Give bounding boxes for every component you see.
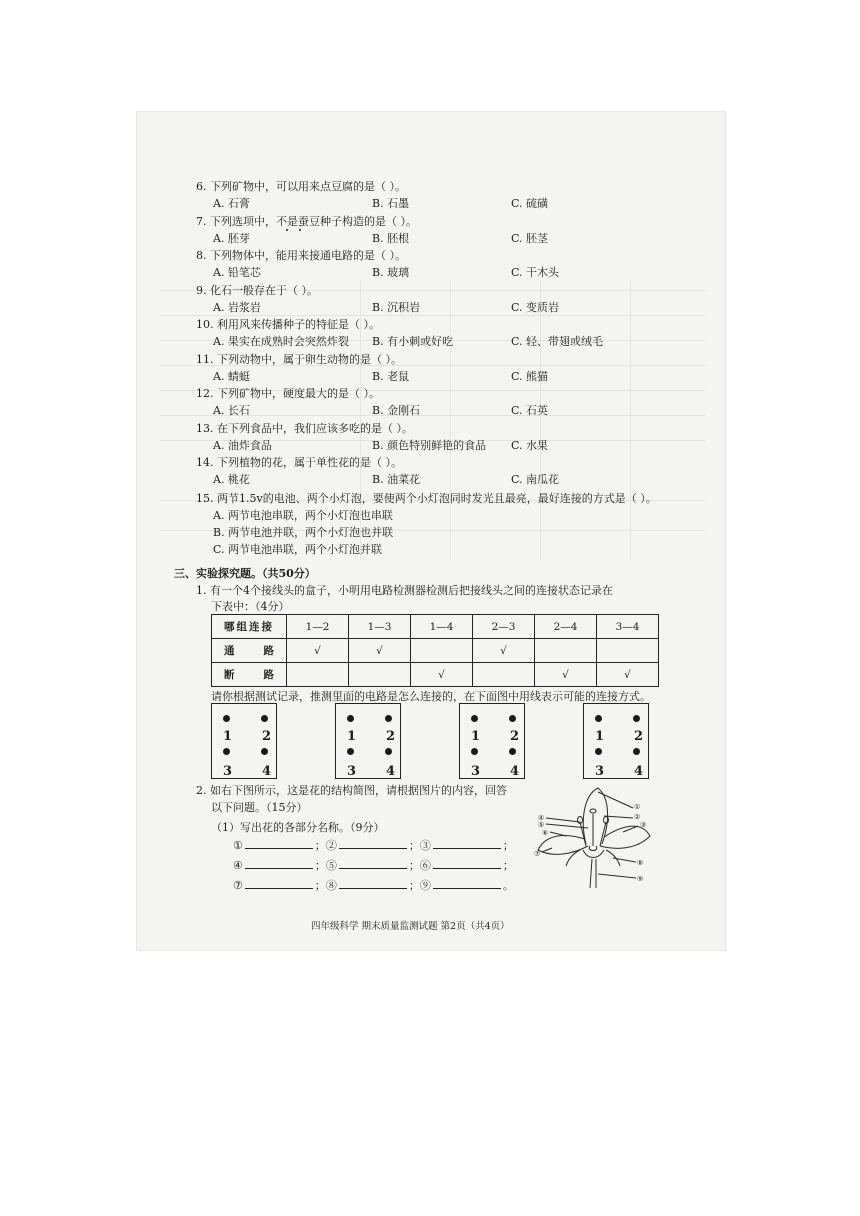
question-option: C. 熊猫 xyxy=(511,369,549,383)
blank-row xyxy=(233,838,514,853)
blank-marker: ；③ xyxy=(408,839,431,852)
flower-label: ⑨ xyxy=(637,875,644,883)
blank-marker: ⑦ xyxy=(233,879,243,892)
question-option: A. 铅笔芯 xyxy=(213,266,261,279)
table-cell: √ xyxy=(473,639,535,663)
terminal-label: 4 xyxy=(510,764,520,779)
question-stem: 12. 下列矿物中，硬度最大的是（ ）。 xyxy=(196,387,380,400)
blank-row xyxy=(233,878,514,893)
terminal-label: 4 xyxy=(386,764,396,779)
question-option: A. 桃花 xyxy=(213,473,250,486)
table-cell: √ xyxy=(597,663,659,687)
row-label-disconnected xyxy=(212,663,287,687)
terminal-dot[interactable] xyxy=(385,748,392,755)
flower-label: ⑤ xyxy=(538,821,545,829)
blank-marker: ； xyxy=(502,839,514,852)
question-option: B. 有小刺或好吃 xyxy=(372,335,454,348)
blank-marker: ；⑤ xyxy=(314,859,337,872)
flower-label: ② xyxy=(634,813,641,821)
row-label-char: 路 xyxy=(263,669,274,681)
question-stem: 6. 下列矿物中，可以用来点豆腐的是（ ）。 xyxy=(196,180,406,193)
circuit-test-table xyxy=(211,614,659,687)
question-option: B. 老鼠 xyxy=(372,369,410,383)
terminal-box[interactable] xyxy=(583,703,649,779)
blank-marker: ④ xyxy=(233,859,243,872)
emphasis-dot xyxy=(286,229,288,231)
table-cell xyxy=(411,639,473,663)
terminal-dot[interactable] xyxy=(471,748,478,755)
terminal-label: 3 xyxy=(471,764,481,779)
question-stem: 13. 在下列食品中，我们应该多吃的是（ ）。 xyxy=(196,421,413,435)
terminal-label: 1 xyxy=(595,729,605,744)
flower-label: ⑦ xyxy=(534,850,541,858)
terminal-dot[interactable] xyxy=(347,748,354,755)
answer-blank[interactable] xyxy=(433,838,501,849)
table-row-connected xyxy=(212,639,659,663)
blank-row xyxy=(233,858,514,873)
terminal-label: 1 xyxy=(347,729,357,744)
terminal-label: 2 xyxy=(262,729,272,744)
question-stem: 9. 化石一般存在于（ ）。 xyxy=(196,283,318,297)
question-option: B. 油菜花 xyxy=(372,473,421,486)
question-stem: 11. 下列动物中，属于卵生动物的是（ ）。 xyxy=(196,352,402,366)
experiment-1-prompt: 1. 有一个4个接线头的盒子，小明用电路检测器检测后把接线头之间的连接状态记录在 xyxy=(196,584,613,597)
answer-blank[interactable] xyxy=(245,878,313,889)
question-15-option-b: B. 两节电池并联，两个小灯泡也并联 xyxy=(213,526,394,539)
table-header-label: 哪组连接 xyxy=(212,615,287,639)
terminal-label: 2 xyxy=(386,729,396,744)
table-pair-cell: 2—4 xyxy=(535,615,597,639)
question-option: C. 轻、带翅或绒毛 xyxy=(511,335,604,348)
question-option: B. 玻璃 xyxy=(372,266,410,279)
answer-blank[interactable] xyxy=(245,858,313,869)
terminal-dot[interactable] xyxy=(471,715,478,722)
terminal-label: 4 xyxy=(634,764,644,779)
terminal-dot[interactable] xyxy=(385,715,392,722)
table-pair-cell: 3—4 xyxy=(597,615,659,639)
question-15-option-a: A. 两节电池串联，两个小灯泡也串联 xyxy=(213,509,393,522)
terminal-dot[interactable] xyxy=(261,715,268,722)
flower-label: ③ xyxy=(640,821,647,829)
table-pair-cell: 2—3 xyxy=(473,615,535,639)
terminal-dot[interactable] xyxy=(223,715,230,722)
terminal-label: 1 xyxy=(471,729,481,744)
row-label-connected xyxy=(212,639,287,663)
blank-marker: ；⑨ xyxy=(408,879,431,892)
section-3-title: 三、实验探究题。（共50分） xyxy=(174,567,316,580)
terminal-box[interactable] xyxy=(335,703,401,779)
terminal-box[interactable] xyxy=(211,703,277,779)
question-option: A. 油炸食品 xyxy=(213,438,272,452)
question-option: A. 胚芽 xyxy=(213,231,250,245)
experiment-1-instruction: 请你根据测试记录，推测里面的电路是怎么连接的，在下面图中用线表示可能的连接方式。 xyxy=(211,690,651,703)
terminal-dot[interactable] xyxy=(633,715,640,722)
terminal-label: 3 xyxy=(223,764,233,779)
question-option: A. 果实在成熟时会突然炸裂 xyxy=(213,335,349,348)
question-option: C. 南瓜花 xyxy=(511,473,560,486)
question-15-stem: 15. 两节1.5v的电池、两个小灯泡，要使两个小灯泡同时发光且最亮，最好连接的方式是（ ）。 xyxy=(196,492,657,505)
terminal-dot[interactable] xyxy=(347,715,354,722)
blank-marker: ；② xyxy=(314,839,337,852)
emphasis-dot xyxy=(299,229,301,231)
question-option: C. 胚茎 xyxy=(511,231,549,245)
question-stem: 14. 下列植物的花，属于单性花的是（ ）。 xyxy=(196,456,402,469)
terminal-dot[interactable] xyxy=(633,748,640,755)
blank-marker: ；⑧ xyxy=(314,879,337,892)
question-option: B. 金刚石 xyxy=(372,404,421,417)
flower-label: ⑥ xyxy=(542,829,549,837)
table-cell xyxy=(349,663,411,687)
answer-blank[interactable] xyxy=(339,858,407,869)
terminal-dot[interactable] xyxy=(595,715,602,722)
question-stem: 10. 利用风来传播种子的特征是（ ）。 xyxy=(196,318,380,331)
question-stem: 8. 下列物体中，能用来接通电路的是（ ）。 xyxy=(196,249,406,262)
question-option: A. 长石 xyxy=(213,404,250,417)
table-cell: √ xyxy=(535,663,597,687)
question-option: A. 蜻蜓 xyxy=(213,369,250,383)
answer-blank[interactable] xyxy=(245,838,313,849)
table-row-disconnected xyxy=(212,663,659,687)
flower-label: ⑧ xyxy=(637,859,644,867)
answer-blank[interactable] xyxy=(339,878,407,889)
table-cell xyxy=(597,639,659,663)
terminal-dot[interactable] xyxy=(509,715,516,722)
question-option: C. 干木头 xyxy=(511,266,560,279)
flower-label: ④ xyxy=(538,814,545,822)
experiment-2-prompt-cont: 以下问题。（15分） xyxy=(211,801,308,814)
answer-blank[interactable] xyxy=(339,838,407,849)
question-option: B. 颜色特别鲜艳的食品 xyxy=(372,438,487,452)
table-cell xyxy=(287,663,349,687)
question-option: A. 石膏 xyxy=(213,197,250,210)
terminal-dot[interactable] xyxy=(223,748,230,755)
blank-marker: 。 xyxy=(502,879,514,892)
table-cell xyxy=(535,639,597,663)
table-cell: √ xyxy=(411,663,473,687)
experiment-2-subquestion: （1）写出花的各部分名称。（9分） xyxy=(211,821,385,834)
blank-marker: ① xyxy=(233,839,243,852)
table-cell: √ xyxy=(349,639,411,663)
question-option: C. 硫磺 xyxy=(511,197,549,210)
terminal-label: 2 xyxy=(510,729,520,744)
table-cell xyxy=(473,663,535,687)
terminal-label: 3 xyxy=(347,764,357,779)
page-footer: 四年级科学 期末质量监测试题 第2页（共4页） xyxy=(311,921,510,932)
table-cell: √ xyxy=(287,639,349,663)
answer-blank[interactable] xyxy=(433,878,501,889)
blank-marker: ；⑥ xyxy=(408,859,431,872)
question-option: C. 水果 xyxy=(511,438,549,452)
flower-structure-diagram xyxy=(528,780,663,892)
table-pair-cell: 1—4 xyxy=(411,615,473,639)
row-label-char: 断 xyxy=(224,669,235,681)
row-label-char: 通 xyxy=(224,645,235,657)
question-option: A. 岩浆岩 xyxy=(213,300,261,314)
blank-marker: ； xyxy=(502,859,514,872)
question-stem: 7. 下列选项中，不是蚕豆种子构造的是（ ）。 xyxy=(196,214,417,228)
flower-label: ① xyxy=(634,803,641,811)
terminal-dot[interactable] xyxy=(509,748,516,755)
terminal-dot[interactable] xyxy=(595,748,602,755)
question-option: B. 石墨 xyxy=(372,197,410,210)
terminal-dot[interactable] xyxy=(261,748,268,755)
question-option: B. 沉积岩 xyxy=(372,300,421,314)
experiment-2-prompt: 2. 如右下图所示，这是花的结构简图，请根据图片的内容，回答 xyxy=(196,784,507,797)
experiment-1-prompt-cont: 下表中：（4分） xyxy=(211,600,290,613)
terminal-label: 1 xyxy=(223,729,233,744)
table-header-row xyxy=(212,615,659,639)
terminal-label: 4 xyxy=(262,764,272,779)
question-option: C. 变质岩 xyxy=(511,300,560,314)
table-pair-cell: 1—2 xyxy=(287,615,349,639)
terminal-label: 2 xyxy=(634,729,644,744)
terminal-label: 3 xyxy=(595,764,605,779)
answer-blank[interactable] xyxy=(433,858,501,869)
question-15-option-c: C. 两节电池串联，两个小灯泡并联 xyxy=(213,543,383,556)
row-label-char: 路 xyxy=(263,645,274,657)
terminal-box[interactable] xyxy=(459,703,525,779)
question-option: B. 胚根 xyxy=(372,231,410,245)
table-pair-cell: 1—3 xyxy=(349,615,411,639)
question-option: C. 石英 xyxy=(511,404,549,417)
